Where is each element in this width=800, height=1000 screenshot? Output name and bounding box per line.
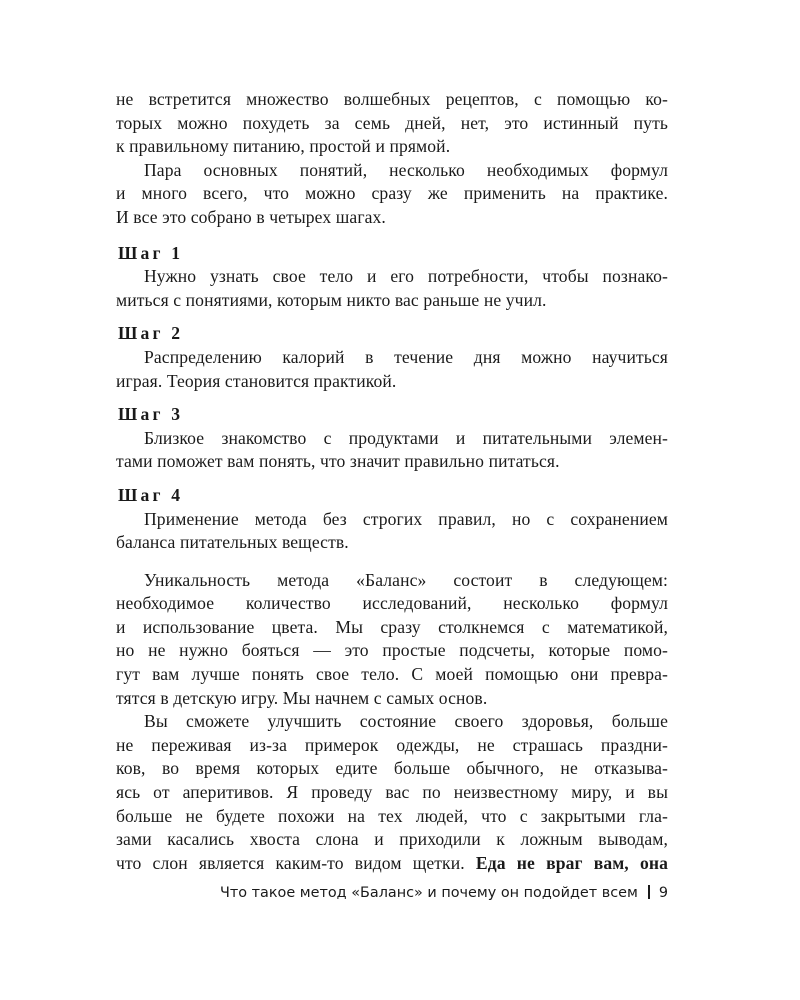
- outro-section: [116, 569, 668, 876]
- text-line: необходимое количество исследований, несколько формул: [116, 593, 668, 614]
- text-line: больше не будете похожи на тех людей, что с закрытыми гла-: [116, 805, 668, 826]
- text-line: баланса питательных веществ.: [116, 532, 349, 553]
- text-line: Распределению калорий в течение дня можно научиться: [144, 346, 668, 367]
- intro-paragraph-2: [116, 159, 668, 230]
- text-line: И все это собрано в четырех шагах.: [116, 206, 386, 227]
- page-content: [116, 88, 668, 875]
- text-line: торых можно похудеть за семь дней, нет, это истинный путь: [116, 112, 668, 133]
- step-heading: Шаг 2: [118, 323, 184, 344]
- text-line: к правильному питанию, простой и прямой.: [116, 136, 451, 157]
- text-line: не переживая из-за примерок одежды, не страшась праздни-: [116, 734, 668, 755]
- text-line: ясь от аперитивов. Я проведу вас по неизвестному миру, и вы: [116, 782, 668, 803]
- text-line: но не нужно бояться — это простые подсчеты, которые помо-: [116, 640, 668, 661]
- text-line: и много всего, что можно сразу же применить на практике.: [116, 183, 668, 204]
- text-line: тами поможет вам понять, что значит правильно питаться.: [116, 451, 560, 472]
- text-line: не встретится множество волшебных рецептов, с помощью ко-: [116, 89, 668, 109]
- text-line: гут вам лучше понять свое тело. С моей помощью они превра-: [116, 664, 668, 685]
- final-line-bold: Еда не враг вам, она: [475, 852, 668, 873]
- footer-separator: [648, 885, 650, 899]
- step-heading: Шаг 4: [118, 484, 184, 505]
- intro-paragraph-1: [116, 88, 668, 159]
- text-line: Вы сможете улучшить состояние своего здоровья, больше: [144, 711, 668, 732]
- text-line: тятся в детскую игру. Мы начнем с самых основ.: [116, 687, 488, 708]
- text-line: Нужно узнать свое тело и его потребности, чтобы познако-: [144, 266, 668, 287]
- step-1: [116, 242, 668, 313]
- text-line-final: [116, 852, 668, 876]
- step-2: [116, 322, 668, 393]
- outro-paragraph-1: [116, 569, 668, 711]
- text-line: ков, во время которых едите больше обычного, не отказыва-: [116, 758, 668, 779]
- text-line: Близкое знакомство с продуктами и питательными элемен-: [144, 427, 668, 448]
- running-title: Что такое метод «Баланс» и почему он подойдет всем: [220, 885, 638, 901]
- text-line: миться с понятиями, которым никто вас раньше не учил.: [116, 289, 547, 310]
- text-line: и использование цвета. Мы сразу столкнемся с математикой,: [116, 616, 668, 637]
- text-line: зами касались хвоста слона и приходили к ложным выводам,: [116, 829, 668, 850]
- page-number: 9: [658, 885, 668, 901]
- outro-paragraph-2: [116, 710, 668, 875]
- text-line: играя. Теория становится практикой.: [116, 370, 397, 391]
- step-heading: Шаг 3: [118, 404, 184, 425]
- text-line: Применение метода без строгих правил, но с сохранением: [144, 508, 668, 529]
- text-line: Пара основных понятий, несколько необходимых формул: [144, 159, 668, 180]
- step-3: [116, 403, 668, 474]
- text-line: Уникальность метода «Баланс» состоит в следующем:: [144, 569, 668, 590]
- intro-section: [116, 88, 668, 230]
- step-4: [116, 484, 668, 555]
- running-footer: [116, 883, 668, 903]
- step-heading: Шаг 1: [118, 242, 184, 263]
- final-line-plain: что слон является каким-то видом щетки.: [116, 852, 465, 873]
